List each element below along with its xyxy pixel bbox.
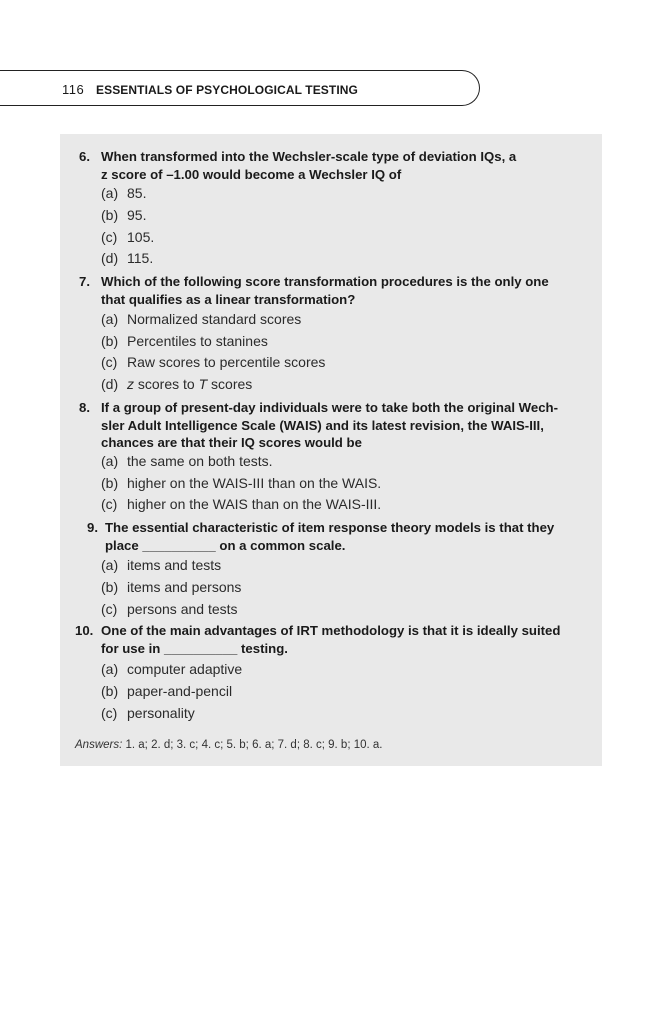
- option-letter: (c): [101, 496, 118, 512]
- option-text: higher on the WAIS-III than on the WAIS.: [127, 475, 382, 491]
- option: [101, 474, 381, 492]
- option-text: Percentiles to stanines: [127, 333, 268, 349]
- option-letter: (d): [101, 250, 119, 266]
- page-number: 116: [62, 82, 85, 97]
- option-letter: (c): [101, 354, 118, 370]
- question-stem: [101, 622, 560, 657]
- option: [101, 600, 238, 618]
- stem-line: Which of the following score transformation procedures is the only one: [101, 274, 549, 289]
- option: [101, 228, 154, 246]
- option-text: z: [127, 376, 134, 392]
- stem-line: chances are that their IQ scores would be: [101, 435, 362, 450]
- option: [101, 332, 268, 350]
- question-stem: [101, 399, 558, 452]
- question-number: 8.: [79, 400, 90, 415]
- question-number: 6.: [79, 149, 90, 164]
- option-letter: (b): [101, 333, 119, 349]
- option-text: scores to: [134, 376, 199, 392]
- option: [101, 249, 153, 267]
- option-text: paper-and-pencil: [127, 683, 233, 699]
- option: [101, 704, 195, 722]
- option-text: 105.: [127, 229, 155, 245]
- running-head-title: ESSENTIALS OF PSYCHOLOGICAL TESTING: [96, 83, 358, 97]
- stem-line: The essential characteristic of item response theory models is that they: [105, 520, 555, 535]
- stem-line: for use in __________ testing.: [101, 640, 288, 656]
- option-text: 85.: [127, 185, 147, 201]
- question-number: 10.: [75, 623, 94, 638]
- option: [101, 310, 301, 328]
- option: [101, 353, 325, 371]
- option-letter: (c): [101, 229, 118, 245]
- answer-key-text: 1. a; 2. d; 3. c; 4. c; 5. b; 6. a; 7. d; 8. c; 9. b; 10. a.: [125, 739, 383, 751]
- question-stem: [101, 148, 516, 183]
- option: [101, 375, 252, 393]
- option-letter: (b): [101, 683, 119, 699]
- option-text: items and persons: [127, 579, 242, 595]
- question-stem: [101, 273, 549, 308]
- option-letter: (c): [101, 601, 118, 617]
- option-text: 115.: [127, 250, 154, 266]
- option-letter: (c): [101, 705, 118, 721]
- stem-line: When transformed into the Wechsler-scale type of deviation IQs, a: [101, 149, 517, 164]
- stem-line: One of the main advantages of IRT methodology is that it is ideally suited: [101, 623, 561, 638]
- option-text: T: [198, 376, 208, 392]
- option-text: higher on the WAIS than on the WAIS-III.: [127, 496, 382, 512]
- option: [101, 682, 232, 700]
- answer-key: [75, 739, 382, 751]
- stem-line: sler Adult Intelligence Scale (WAIS) and its latest revision, the WAIS-III,: [101, 417, 544, 433]
- option-letter: (d): [101, 376, 119, 392]
- option-text: the same on both tests.: [127, 453, 273, 469]
- question-number: 7.: [79, 274, 90, 289]
- option-letter: (a): [101, 661, 119, 677]
- question-number: 9.: [87, 520, 98, 535]
- option-letter: (b): [101, 579, 119, 595]
- option-text: persons and tests: [127, 601, 238, 617]
- answer-key-label: Answers:: [75, 739, 123, 751]
- option-text: items and tests: [127, 557, 222, 573]
- option-letter: (a): [101, 311, 119, 327]
- option-text: computer adaptive: [127, 661, 243, 677]
- option: [101, 495, 381, 513]
- option: [101, 556, 221, 574]
- option-text: 95.: [127, 207, 147, 223]
- stem-line: place __________ on a common scale.: [105, 537, 346, 553]
- option-letter: (a): [101, 453, 119, 469]
- option-letter: (b): [101, 475, 119, 491]
- option-letter: (a): [101, 557, 119, 573]
- option: [101, 452, 273, 470]
- stem-line: If a group of present-day individuals were to take both the original Wech-: [101, 400, 558, 415]
- option-text: Raw scores to percentile scores: [127, 354, 326, 370]
- option: [101, 578, 241, 596]
- option: [101, 184, 146, 202]
- option-text: personality: [127, 705, 195, 721]
- question-stem: [105, 519, 554, 554]
- stem-line: that qualifies as a linear transformation?: [101, 291, 356, 307]
- option-text: Normalized standard scores: [127, 311, 302, 327]
- option-letter: (b): [101, 207, 119, 223]
- stem-line: z score of –1.00 would become a Wechsler IQ of: [101, 166, 402, 182]
- option-text: scores: [207, 376, 253, 392]
- option-letter: (a): [101, 185, 119, 201]
- option: [101, 206, 146, 224]
- option: [101, 660, 242, 678]
